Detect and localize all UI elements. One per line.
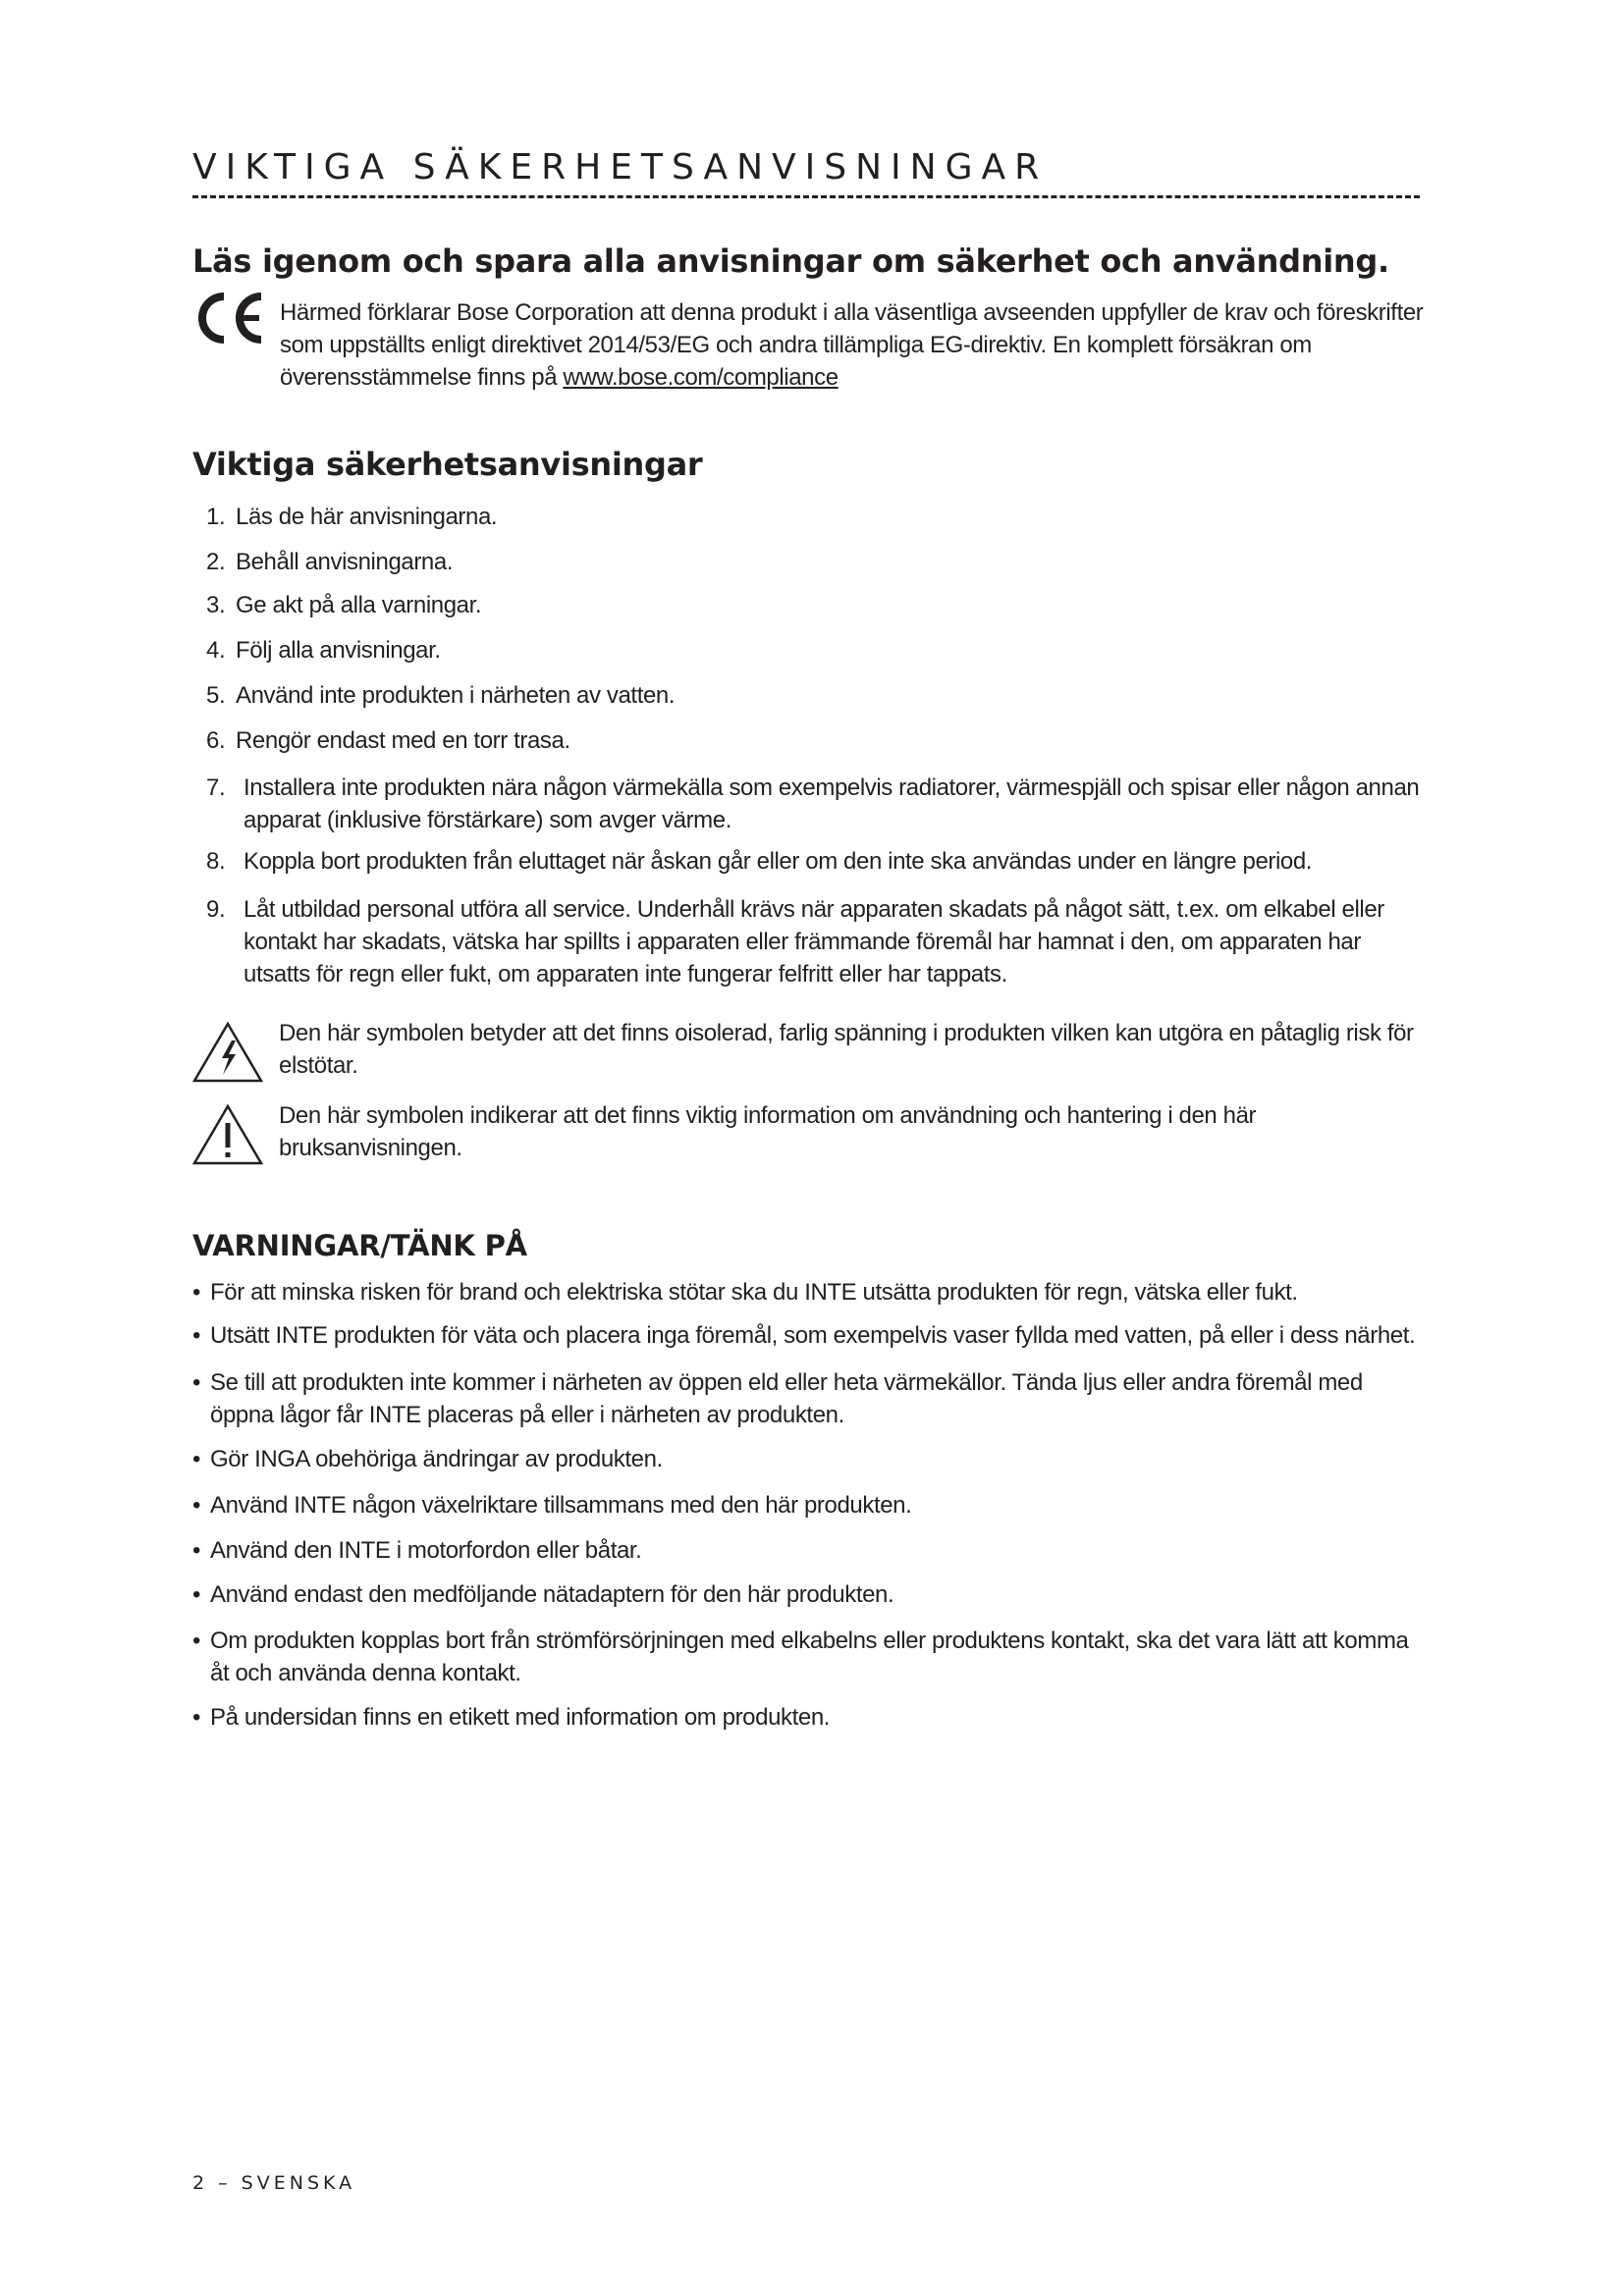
instruction-number: 2. (206, 549, 226, 575)
warning-text: Använd den INTE i motorfordon eller båtar. (210, 1537, 642, 1564)
safety-heading: Viktiga säkerhetsanvisningar (192, 446, 703, 483)
warning-item (192, 1625, 1430, 1689)
warning-item (192, 1319, 1430, 1352)
warning-item (192, 1578, 1430, 1611)
instruction-number: 5. (206, 682, 226, 709)
warnings-heading: VARNINGAR/TÄNK PÅ (192, 1229, 527, 1262)
lightning-warning-icon (192, 1021, 263, 1084)
ce-mark-icon (194, 293, 265, 344)
bullet-dot: • (192, 1446, 201, 1472)
ce-declaration-body: Härmed förklarar Bose Corporation att denna produkt i alla väsentliga avseenden uppfyller de krav och föreskrifter som uppställts enligt direktivet 2014/53/EG och andra tillämpliga EG-direktiv. En komplett försäkran om överensstämmelse finns på (280, 299, 1424, 391)
warning-item (192, 1489, 1430, 1522)
warning-text: På undersidan finns en etikett med information om produkten. (210, 1704, 831, 1731)
warning-text: Använd INTE någon växelriktare tillsammans med den här produkten. (210, 1492, 912, 1519)
safety-instruction-item (206, 501, 1434, 533)
bullet-dot: • (192, 1581, 201, 1608)
bullet-dot: • (192, 1322, 201, 1349)
instruction-number: 3. (206, 592, 226, 618)
safety-instruction-item (206, 679, 1434, 712)
instruction-text: Använd inte produkten i närheten av vatten. (236, 682, 676, 709)
bullet-dot: • (192, 1279, 201, 1306)
instruction-text: Läs de här anvisningarna. (236, 504, 498, 530)
warning-text: För att minska risken för brand och elektriska stötar ska du INTE utsätta produkten för regn, vätska eller fukt. (210, 1279, 1298, 1306)
instruction-text: Låt utbildad personal utföra all service. Underhåll krävs när apparaten skadats på något sätt, t.ex. om elkabel eller kontakt har skadats, vätska har spillts i apparaten eller främmande föremål har hamnat i den, om apparaten har utsatts för regn eller fukt, om apparaten inte fungerar felfritt eller har tappats. (244, 896, 1384, 988)
instruction-number: 6. (206, 727, 226, 754)
bullet-dot: • (192, 1628, 201, 1654)
safety-instruction-item (206, 546, 1434, 578)
intro-heading: Läs igenom och spara alla anvisningar om säkerhet och användning. (192, 242, 1389, 280)
instruction-text: Installera inte produkten nära någon värmekälla som exempelvis radiatorer, värmespjäll och spisar eller någon annan apparat (inklusive förstärkare) som avger värme. (244, 774, 1420, 833)
warning-text: Se till att produkten inte kommer i närheten av öppen eld eller heta värmekällor. Tända ljus eller andra föremål med öppna lågor får INTE placeras på eller i närheten av produkten. (210, 1369, 1363, 1428)
safety-instruction-item (206, 634, 1434, 667)
safety-instruction-item (206, 893, 1434, 990)
compliance-link[interactable]: www.bose.com/compliance (563, 364, 839, 391)
page-header-title: VIKTIGA SÄKERHETSANVISNINGAR (192, 147, 1049, 187)
instruction-number: 9. (206, 896, 226, 923)
safety-instruction-item (206, 845, 1434, 878)
instruction-number: 8. (206, 848, 226, 875)
bullet-dot: • (192, 1537, 201, 1564)
instruction-text: Ge akt på alla varningar. (236, 592, 482, 618)
warning-item (192, 1443, 1430, 1475)
instruction-number: 4. (206, 637, 226, 664)
warning-item (192, 1276, 1430, 1308)
exclamation-warning-icon (192, 1103, 263, 1166)
instruction-text: Koppla bort produkten från eluttaget när åskan går eller om den inte ska användas under en längre period. (244, 848, 1313, 875)
bullet-dot: • (192, 1369, 201, 1396)
warning-item (192, 1701, 1430, 1734)
warning-text: Om produkten kopplas bort från strömförsörjningen med elkabelns eller produktens kontakt, ska det vara lätt att komma åt och använda denna kontakt. (210, 1628, 1409, 1686)
safety-instruction-item (206, 772, 1434, 836)
safety-instruction-item (206, 724, 1434, 757)
ce-declaration-text (280, 296, 1429, 394)
page-footer: 2 – SVENSKA (192, 2172, 356, 2194)
exclamation-symbol-text: Den här symbolen indikerar att det finns viktig information om användning och hantering i den här bruksanvisningen. (279, 1102, 1257, 1161)
safety-instruction-item (206, 589, 1434, 621)
instruction-number: 1. (206, 504, 226, 530)
instruction-text: Följ alla anvisningar. (236, 637, 441, 664)
warning-text: Gör INGA obehöriga ändringar av produkten. (210, 1446, 663, 1472)
bullet-dot: • (192, 1492, 201, 1519)
instruction-text: Behåll anvisningarna. (236, 549, 454, 575)
warning-text: Använd endast den medföljande nätadaptern för den här produkten. (210, 1581, 894, 1608)
header-dashed-rule (192, 195, 1420, 198)
warning-item (192, 1366, 1430, 1431)
bullet-dot: • (192, 1704, 201, 1731)
warning-text: Utsätt INTE produkten för väta och placera inga föremål, som exempelvis vaser fyllda med vatten, på eller i dess närhet. (210, 1322, 1416, 1349)
warning-item (192, 1534, 1430, 1567)
lightning-symbol-text: Den här symbolen betyder att det finns oisolerad, farlig spänning i produkten vilken kan utgöra en påtaglig risk för elstötar. (279, 1020, 1414, 1079)
instruction-text: Rengör endast med en torr trasa. (236, 727, 570, 754)
instruction-number: 7. (206, 774, 226, 801)
